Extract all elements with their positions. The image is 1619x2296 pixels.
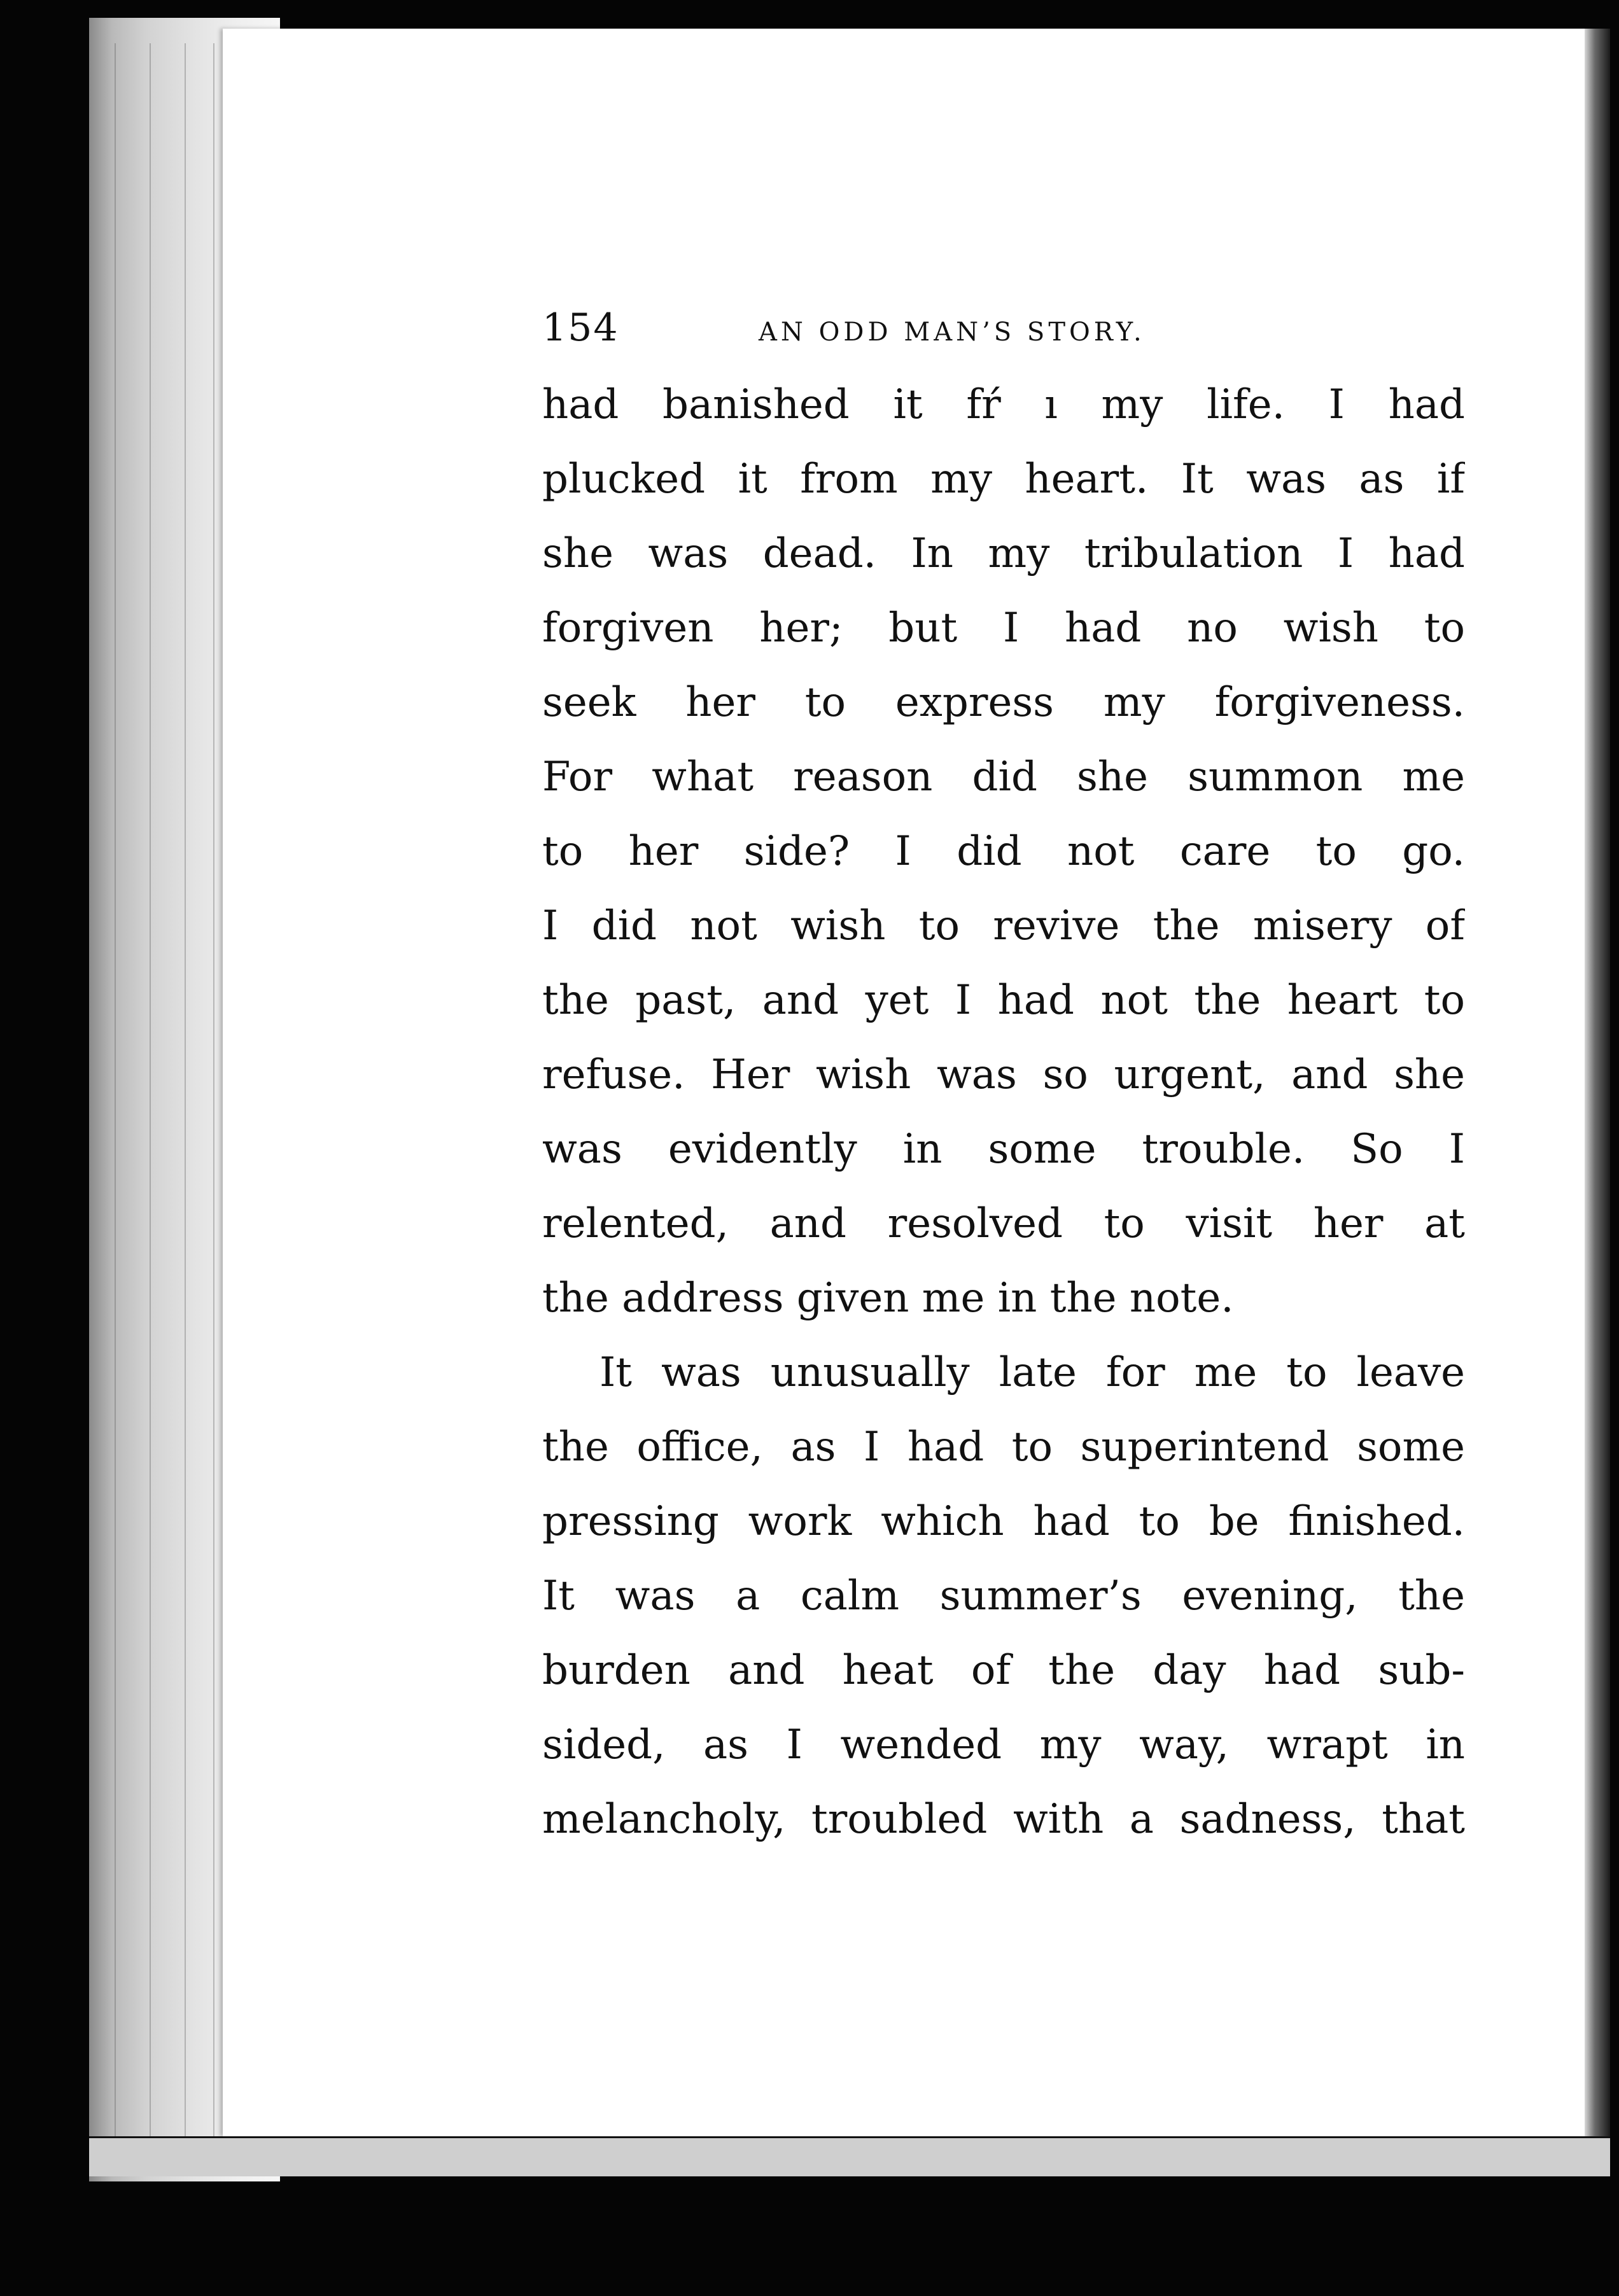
text-line: plucked it from my heart. It was as if (542, 456, 1465, 503)
page-text-block (542, 305, 1465, 1857)
text-line: It was unusually late for me to leave (599, 1349, 1465, 1396)
text-line: pressing work which had to be finished. (542, 1498, 1465, 1545)
page-edge-line (185, 43, 186, 2156)
page-number: 154 (542, 305, 619, 350)
paragraph (542, 1336, 1465, 1857)
text-line: melancholy, troubled with a sadness, that (542, 1796, 1465, 1843)
text-line: the office, as I had to superintend some (542, 1424, 1465, 1471)
text-line: relented, and resolved to visit her at (542, 1200, 1465, 1247)
paragraph (542, 368, 1465, 1336)
text-line: the address given me in the note. (542, 1275, 1234, 1322)
running-head (542, 305, 1465, 350)
page-edge-line (115, 43, 116, 2156)
text-line: had banished it fŕ ı my life. I had (542, 381, 1465, 428)
text-line: For what reason did she summon me (542, 753, 1465, 801)
text-line: burden and heat of the day had sub- (542, 1647, 1465, 1694)
book-right-edge (1585, 29, 1610, 2136)
text-line: seek her to express my forgiveness. (542, 679, 1465, 726)
text-line: It was a calm summer’s evening, the (542, 1572, 1465, 1620)
book-bottom-edge (89, 2136, 1610, 2176)
text-line: to her side? I did not care to go. (542, 828, 1465, 875)
page-edge-line (150, 43, 151, 2156)
text-line: I did not wish to revive the misery of (542, 902, 1465, 949)
running-head-title: AN ODD MAN’S STORY. (759, 318, 1146, 347)
text-line: she was dead. In my tribulation I had (542, 530, 1465, 577)
text-line: refuse. Her wish was so urgent, and she (542, 1051, 1465, 1098)
text-line: forgiven her; but I had no wish to (542, 605, 1465, 652)
page-edge-line (213, 43, 214, 2156)
text-line: was evidently in some trouble. So I (542, 1126, 1465, 1173)
text-line: the past, and yet I had not the heart to (542, 977, 1465, 1024)
text-line: sided, as I wended my way, wrapt in (542, 1721, 1465, 1768)
